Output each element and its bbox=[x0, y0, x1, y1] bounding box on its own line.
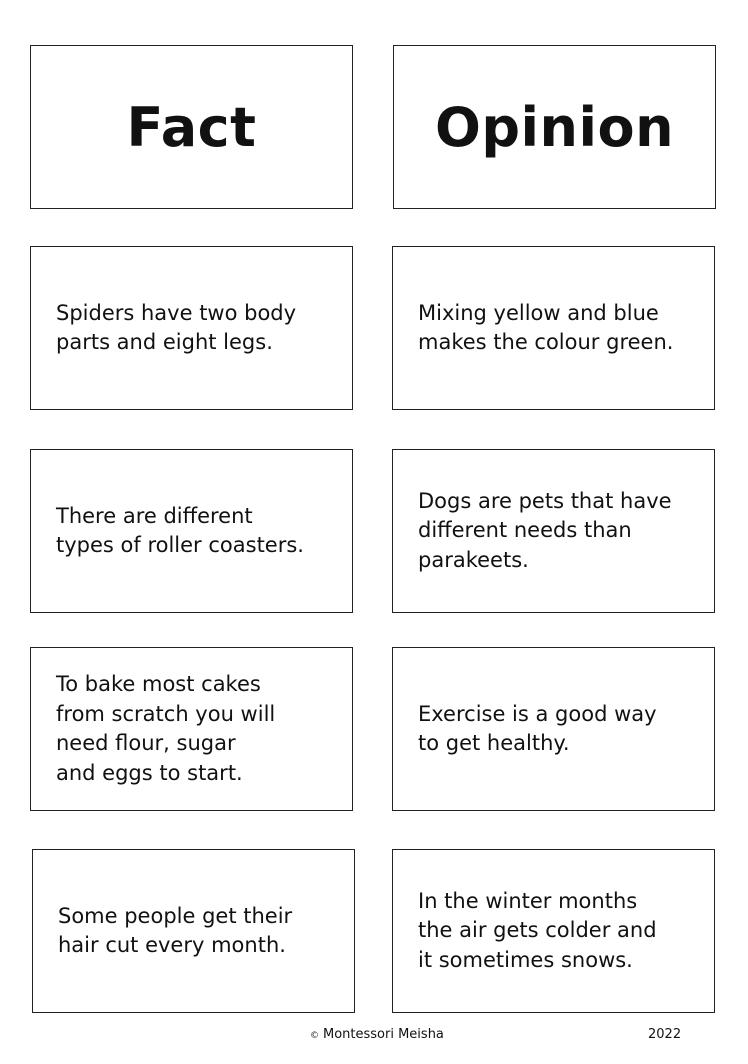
statement-text: Spiders have two body parts and eight legs. bbox=[56, 300, 297, 354]
statement-text: Mixing yellow and blue makes the colour green. bbox=[418, 300, 674, 354]
statement-text: There are different types of roller coasters. bbox=[56, 503, 304, 557]
statement-card bbox=[392, 246, 715, 410]
opinion-header-title: Opinion bbox=[434, 95, 675, 159]
statement-card bbox=[32, 849, 355, 1013]
statement-card bbox=[30, 246, 353, 410]
statement-text: Some people get their hair cut every month. bbox=[58, 903, 293, 957]
statement-card bbox=[392, 647, 715, 811]
statement-card bbox=[30, 449, 353, 613]
fact-header-card bbox=[30, 45, 353, 209]
statement-card bbox=[30, 647, 353, 811]
footer-year: 2022 bbox=[648, 1027, 682, 1042]
fact-header-title: Fact bbox=[126, 95, 257, 159]
statement-text: To bake most cakes from scratch you will need flour, sugar and eggs to start. bbox=[56, 672, 276, 785]
footer-author: Montessori Meisha bbox=[323, 1027, 444, 1042]
opinion-header-card bbox=[393, 45, 716, 209]
statement-card bbox=[392, 849, 715, 1013]
statement-text: Exercise is a good way to get healthy. bbox=[418, 701, 657, 755]
footer-credit bbox=[310, 1027, 444, 1042]
statement-text: In the winter months the air gets colder and it sometimes snows. bbox=[418, 888, 657, 972]
statement-card bbox=[392, 449, 715, 613]
statement-text: Dogs are pets that have different needs than parakeets. bbox=[418, 488, 672, 572]
copyright-icon: © bbox=[310, 1031, 319, 1041]
